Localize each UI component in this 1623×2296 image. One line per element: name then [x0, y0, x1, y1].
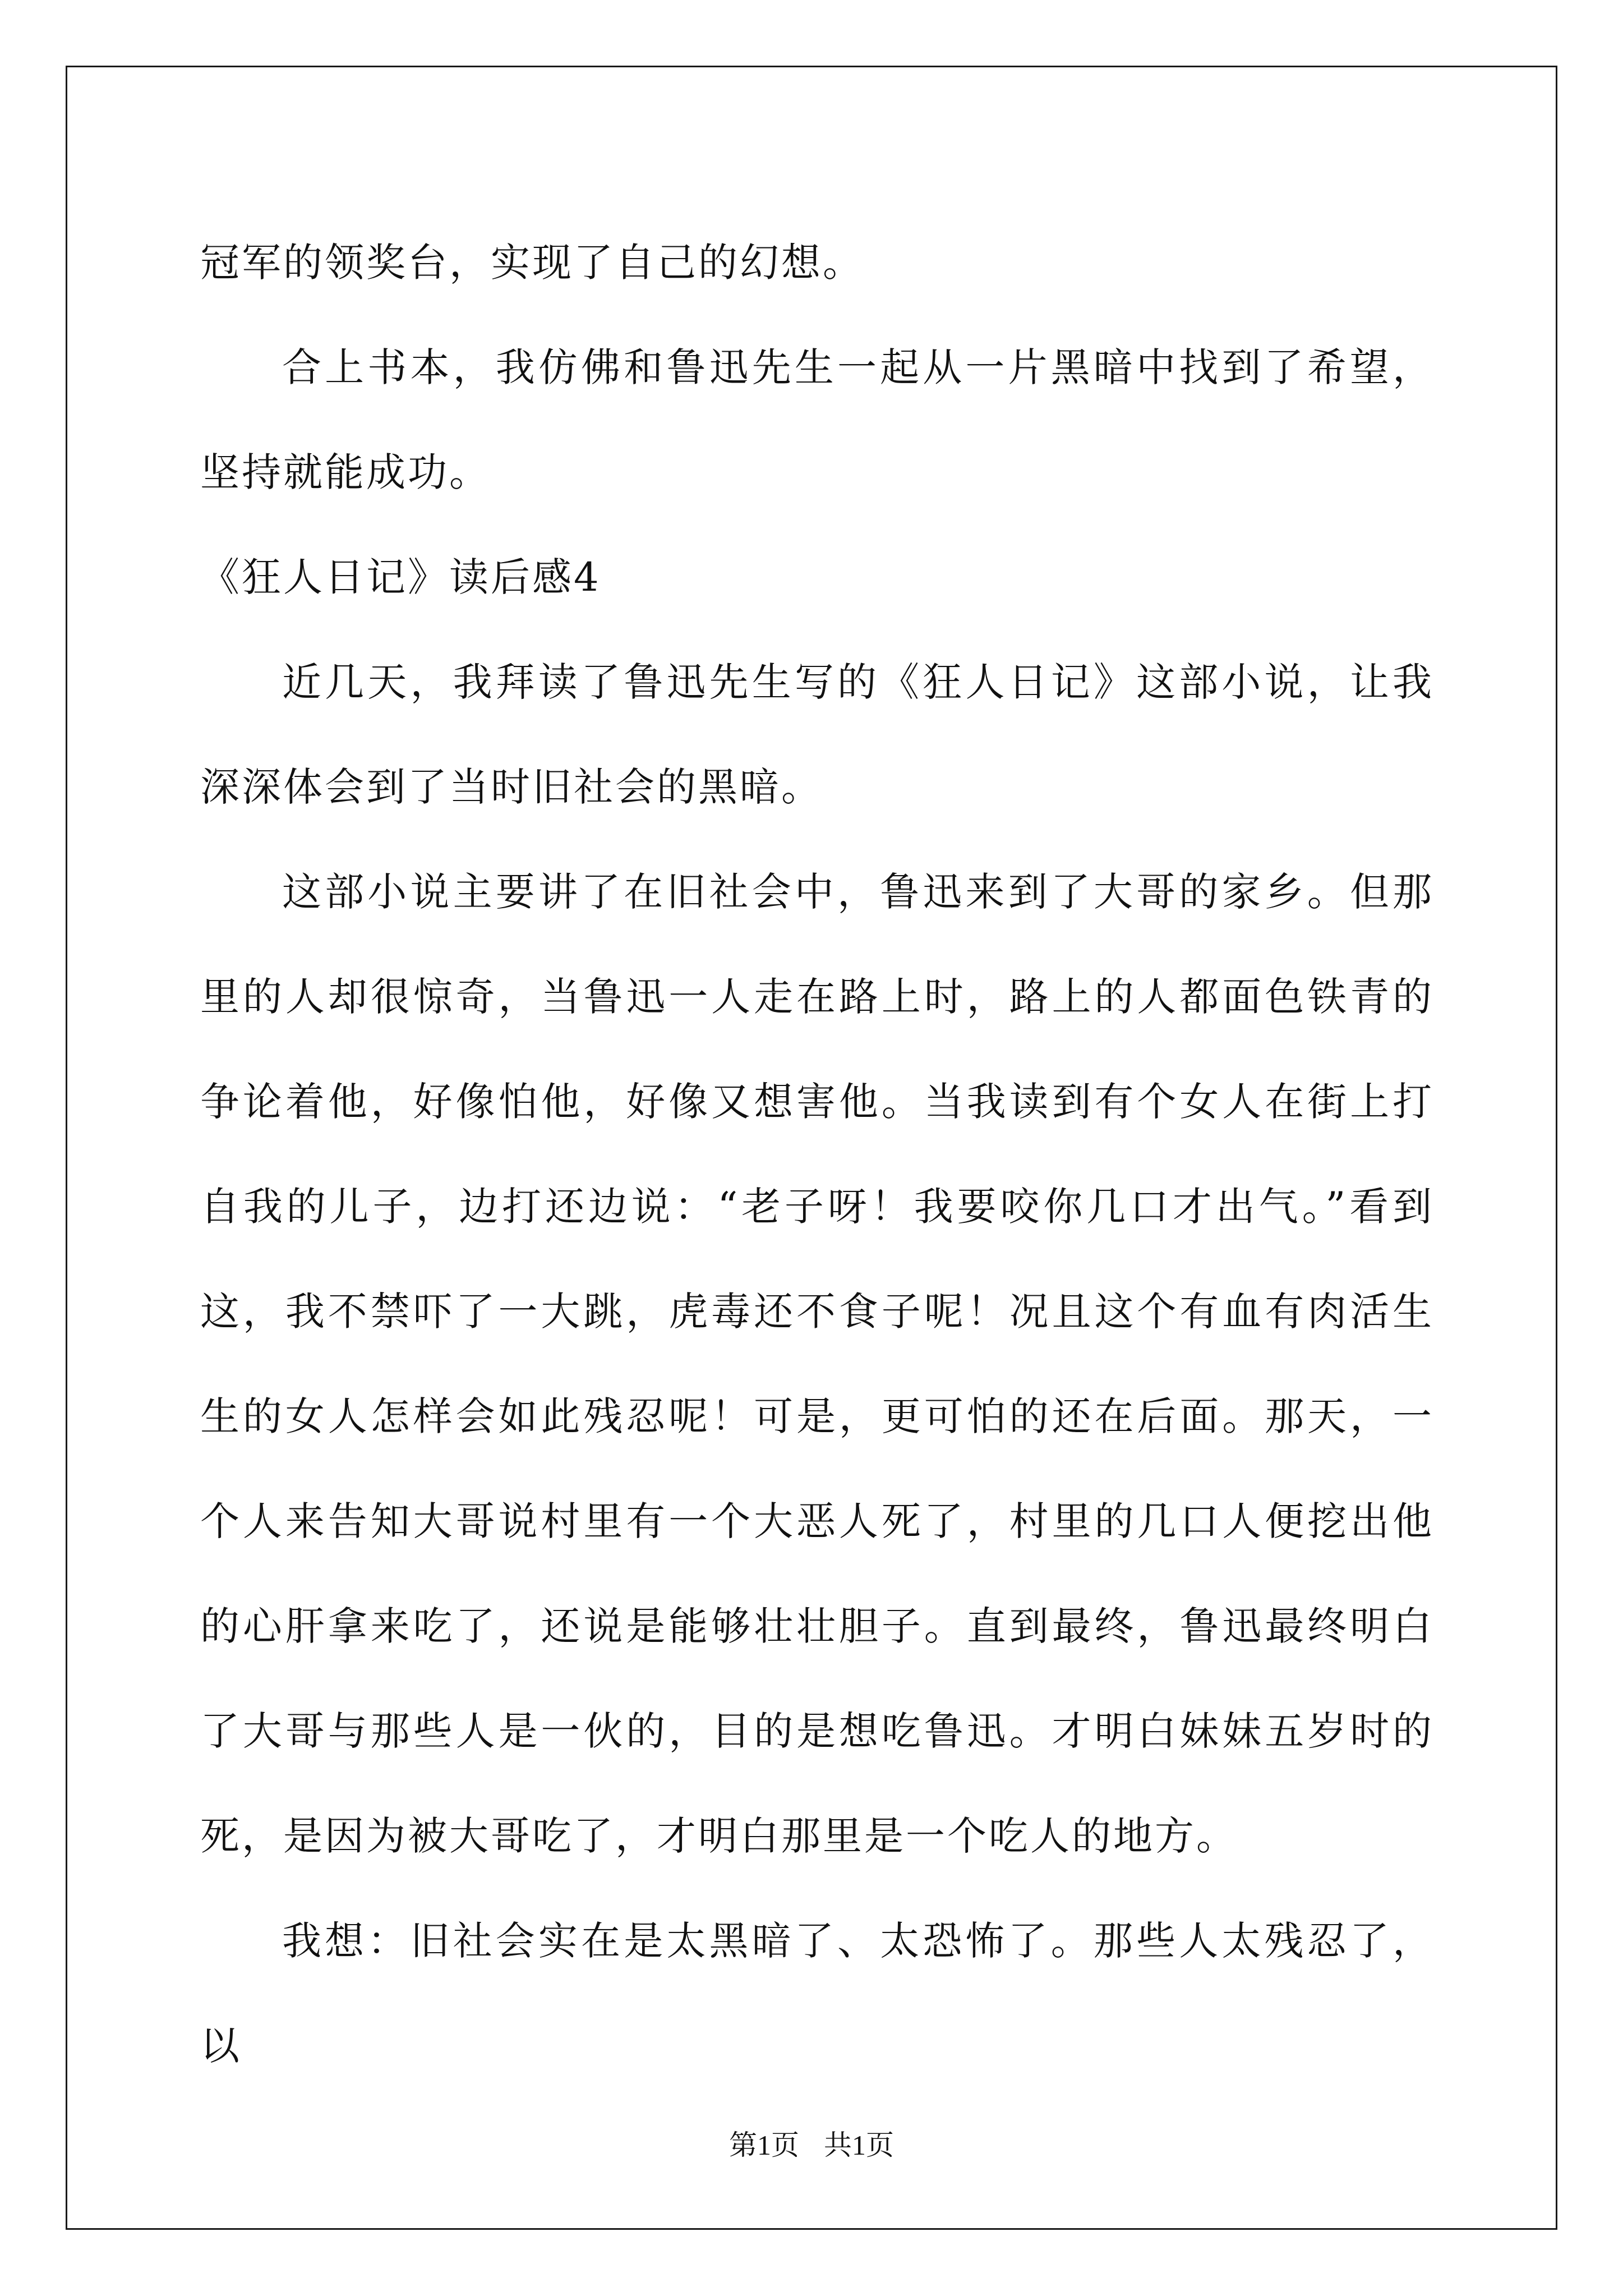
page-footer [0, 2128, 1623, 2162]
paragraph: 这部小说主要讲了在旧社会中，鲁迅来到了大哥的家乡。但那里的人却很惊奇，当鲁迅一人走在路上时，路上的人都面色铁青的争论着他，好像怕他，好像又想害他。当我读到有个女人在街上打自我的儿子，边打还边说：“老子呀！我要咬你几口才出气。”看到这，我不禁吓了一大跳，虎毒还不食子呢！况且这个有血有肉活生生的女人怎样会如此残忍呢！可是，更可怕的还在后面。那天，一个人来告知大哥说村里有一个大恶人死了，村里的几口人便挖出他的心肝拿来吃了，还说是能够壮壮胆子。直到最终，鲁迅最终明白了大哥与那些人是一伙的，目的是想吃鲁迅。才明白妹妹五岁时的死，是因为被大哥吃了，才明白那里是一个吃人的地方。 [200, 869, 1434, 1859]
section-heading: 《狂人日记》读后感4 [200, 554, 601, 600]
paragraph: 我想：旧社会实在是太黑暗了、太恐怖了。那些人太残忍了，以 [200, 1918, 1434, 2069]
paragraph-continuation: 冠军的领奖台，实现了自己的幻想。 [200, 240, 864, 286]
document-body [200, 210, 1434, 2099]
paragraph: 近几天，我拜读了鲁迅先生写的《狂人日记》这部小说，让我深深体会到了当时旧社会的黑暗。 [200, 659, 1434, 810]
page-number: 第1页 [729, 2129, 799, 2161]
paragraph: 合上书本，我仿佛和鲁迅先生一起从一片黑暗中找到了希望，坚持就能成功。 [200, 344, 1434, 495]
page-total: 共1页 [824, 2129, 894, 2161]
